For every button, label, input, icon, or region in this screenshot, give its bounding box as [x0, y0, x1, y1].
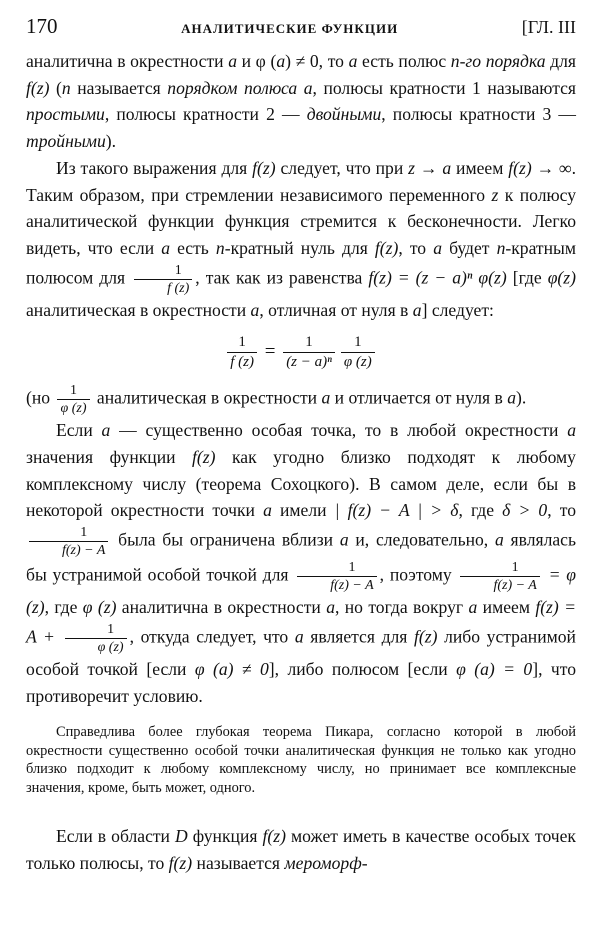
- paragraph-4: Если a — существенно особая точка, то в любой окрестности a значения функции f(z) как угодно близко подходят к любому комплексному числу (теорема Сохоцкого). В самом деле, если бы в некоторой окрестности точки a имели | f(z) − A | > δ, где δ > 0, то $\frac{1}{f(z) - A}$ была бы ограничена вблизи a и, следовательно, a являлась бы устранимой особой точкой для $\frac{1}{f(z) - A}$ , поэтому $\frac{1}{f(z) - A}$ = φ (z), где φ (z) аналитична в окрестности a, но тогда вокруг a имеем f(z) = A + $\frac{1}{\varphi (z)}$ , откуда следует, что a является для f(z) либо устранимой особой точкой [если φ (a) ≠ 0], либо полюсом [если φ (a) = 0], что противоречит условию.: [26, 420, 576, 706]
- paragraph-2: Из такого выражения для f(z) следует, что при z → a имеем f(z) → ∞. Таким образом, при стремлении независимого переменного z к полюсу аналитической функции функция стремится к бесконечности. Легко видеть, что если a есть n-кратный нуль для f(z), то a будет n-кратным полюсом для $\frac{1}{f (z)}$ , так как из равенства f(z) = (z − a)ⁿ φ(z) [где φ(z) аналитическая в окрестности a, отличная от нуля в a] следует:: [26, 157, 576, 320]
- fraction-1-over-phi: $\frac{1}{\varphi (z)}$: [57, 382, 89, 417]
- chapter-label: [ГЛ. III: [521, 17, 576, 37]
- page-number: 170: [26, 14, 58, 38]
- display-formula: $\frac{1}{f (z)}$ = $\frac{1}{\text{(z − a)ⁿ}}$ $\frac{1}{\varphi (z)}$: [26, 323, 576, 382]
- book-page: [26, 14, 576, 877]
- paragraph-1: аналитична в окрестности a и φ (a) ≠ 0, то a есть полюс n-го порядка для f(z) (n называется порядком полюса a, полюсы кратности 1 называются простыми, полюсы кратности 2 — двойными, полюсы кратности 3 — тройными).: [26, 51, 577, 152]
- running-header: [26, 14, 576, 48]
- paragraph-3: (но $\frac{1}{\varphi (z)}$ аналитическая в окрестности a и отличается от нуля в a).: [26, 383, 527, 417]
- small-print-note: Справедлива более глубокая теорема Пикара, согласно которой в любой окрестности существенно особой точки аналитическая функция не только как угодно близко подходит к любому комплексному числу, но принимает все комплексные значения, кроме, быть может, одного.: [26, 724, 576, 796]
- paragraph-5: Если в области D функция f(z) может иметь в качестве особых точек только полюсы, то f(z) называется мероморф-: [26, 826, 576, 873]
- fraction-1-over-fz: $\frac{1}{f (z)}$: [134, 262, 192, 297]
- running-title: АНАЛИТИЧЕСКИЕ ФУНКЦИИ: [181, 21, 399, 36]
